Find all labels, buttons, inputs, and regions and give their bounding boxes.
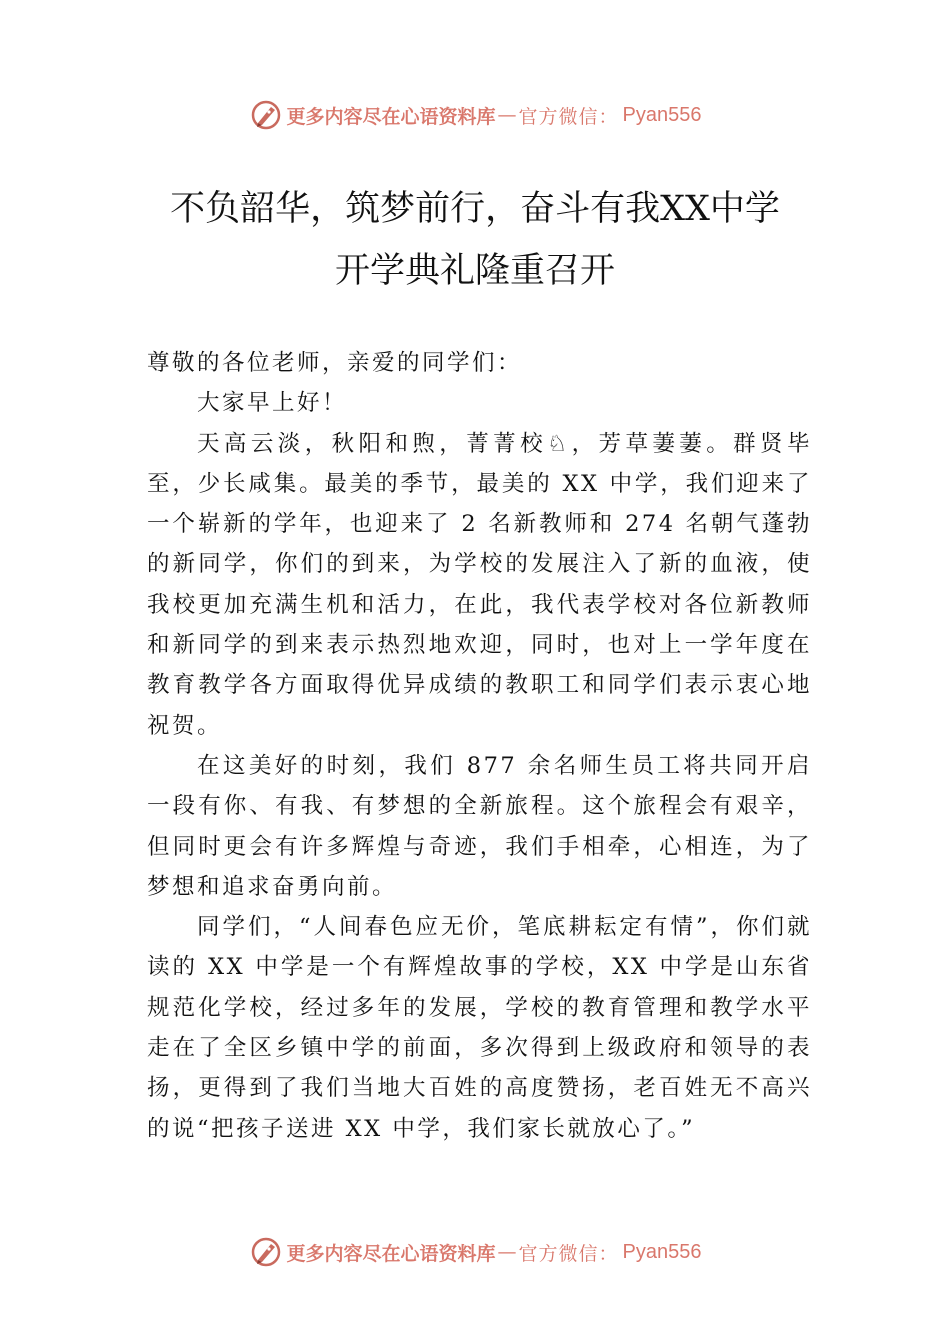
- watermark-wechat-id: Pyan556: [622, 1240, 702, 1263]
- document-body: [147, 343, 812, 1149]
- body-paragraph: 天高云淡，秋阳和煦，菁菁校♘，芳草萋萋。群贤毕至，少长咸集。最美的季节，最美的 XX 中学，我们迎来了一个崭新的学年，也迎来了 2 名新教师和 274 名朝气蓬勃的新同学，你们的到来，为学校的发展注入了新的血液，使我校更加充满生机和活力，在此，我代表学校对各位新教师和新同学的到来表示热烈地欢迎，同时，也对上一学年度在教育教学各方面取得优异成绩的教职工和同学们表示衷心地祝贺。: [147, 430, 812, 739]
- watermark-footer: [0, 1232, 950, 1272]
- document-title-line-1: 不负韶华，筑梦前行，奋斗有我XX中学: [170, 189, 780, 229]
- pen-nib-logo-icon: [249, 98, 283, 132]
- pen-nib-logo-icon: [249, 1235, 283, 1269]
- watermark-separator: —: [497, 104, 517, 126]
- watermark-brand: 更多内容尽在心语资料库: [286, 105, 496, 128]
- watermark-header: [0, 95, 950, 135]
- watermark-separator: —: [497, 1241, 517, 1263]
- watermark-wechat-id: Pyan556: [622, 103, 702, 126]
- body-paragraph: 同学们，“人间春色应无价，笔底耕耘定有情”，你们就读的 XX 中学是一个有辉煌故事的学校，XX 中学是山东省规范化学校，经过多年的发展，学校的教育管理和教学水平走在了全区乡镇中学的前面，多次得到上级政府和领导的表扬，更得到了我们当地大百姓的高度赞扬，老百姓无不高兴的说“把孩子送进 XX 中学，我们家长就放心了。”: [147, 914, 812, 1142]
- watermark-wechat-label: 官方微信：: [518, 105, 619, 128]
- greeting: 大家早上好！: [197, 390, 348, 417]
- body-paragraph: 在这美好的时刻，我们 877 余名师生员工将共同开启一段有你、有我、有梦想的全新旅程。这个旅程会有艰辛，但同时更会有许多辉煌与奇迹，我们手相牵，心相连，为了梦想和追求奋勇向前。: [147, 752, 812, 900]
- document-title-line-2: 开学典礼隆重召开: [334, 251, 615, 291]
- watermark-brand: 更多内容尽在心语资料库: [286, 1242, 496, 1265]
- watermark-wechat-label: 官方微信：: [518, 1242, 619, 1265]
- salutation: 尊敬的各位老师，亲爱的同学们：: [147, 350, 523, 376]
